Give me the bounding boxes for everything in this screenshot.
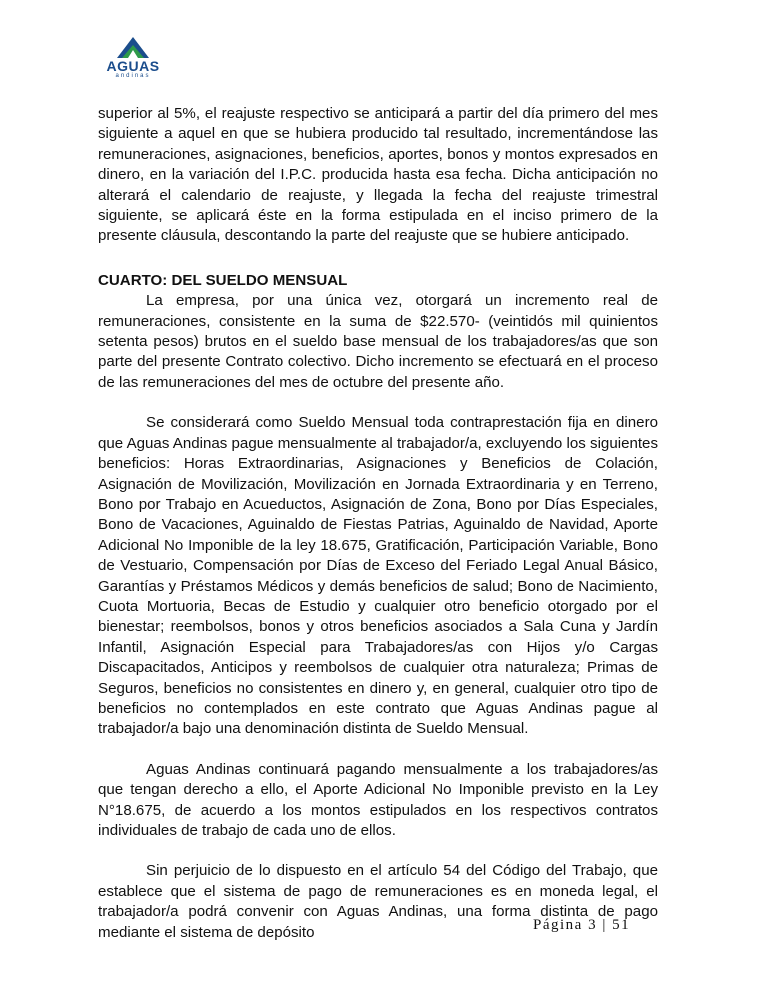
logo-wordmark: AGUAS [106, 58, 160, 74]
company-logo [98, 36, 168, 82]
section-heading: CUARTO: DEL SUELDO MENSUAL [98, 271, 348, 289]
paragraph-reajuste: superior al 5%, el reajuste respectivo se anticipará a partir del día primero del mes siguiente a aquel en que se hubiera producido tal resultado, incrementándose las remuneraciones, asignaciones, beneficios, aportes, bonos y montos expresados en dinero, en la variación del I.P.C. producida hasta esa fecha. Dicha anticipación no alterará el calendario de reajuste, y llegada la fecha del reajuste trimestral siguiente, se aplicará éste en la forma estipulada en el inciso primero de la presente cláusula, descontando la parte del reajuste que se hubiere anticipado. [98, 105, 658, 245]
document-body [98, 104, 658, 943]
logo-subtitle: andinas [115, 73, 151, 79]
paragraph-sueldo-mensual: Se considerará como Sueldo Mensual toda contraprestación fija en dinero que Aguas Andinas pague mensualmente al trabajador/a, excluyendo los siguientes beneficios: Horas Extraordinarias, Asignaciones y Beneficios de Colación, Asignación de Movilización, Movilización en Jornada Extraordinaria y en Terreno, Bono por Trabajo en Acueductos, Asignación de Zona, Bono por Días Especiales, Bono de Vacaciones, Aguinaldo de Fiestas Patrias, Aguinaldo de Navidad, Aporte Adicional No Imponible de la ley 18.675, Gratificación, Participación Variable, Bono de Vestuario, Compensación por Días de Exceso del Feriado Legal Anual Básico, Garantías y Préstamos Médicos y demás beneficios de salud; Bono de Nacimiento, Cuota Mortuoria, Becas de Estudio y cualquier otro beneficio otorgado por el bienestar; reembolsos, bonos y otros beneficios asociados a Sala Cuna y Jardín Infantil, Asignación Especial para Trabajadores/as con Hijos y/o Cargas Discapacitados, Anticipos y reembolsos de cualquier otra naturaleza; Primas de Seguros, beneficios no consistentes en dinero y, en general, cualquier otro tipo de beneficios no contemplados en este contrato que Aguas Andinas pague al trabajador/a bajo una denominación distinta de Sueldo Mensual. [98, 414, 658, 738]
paragraph-forma-pago: Sin perjuicio de lo dispuesto en el artículo 54 del Código del Trabajo, que establece que el sistema de pago de remuneraciones es en moneda legal, el trabajador/a podrá convenir con Aguas Andinas, una forma distinta de pago mediante el sistema de depósito [98, 862, 658, 941]
paragraph-incremento: La empresa, por una única vez, otorgará un incremento real de remuneraciones, consistente en la suma de $22.570- (veintidós mil quinientos setenta pesos) brutos en el sueldo base mensual de los trabajadores/as que son parte del presente Contrato colectivo. Dicho incremento se efectuará en el proceso de las remuneraciones del mes de octubre del presente año. [98, 292, 658, 391]
page-number: Página 3 | 51 [533, 917, 631, 933]
water-drop-icon [116, 36, 150, 58]
paragraph-aporte-adicional: Aguas Andinas continuará pagando mensualmente a los trabajadores/as que tengan derecho a ello, el Aporte Adicional No Imponible previsto en la Ley N°18.675, de acuerdo a los montos estipulados en los respectivos contratos individuales de trabajo de cada uno de ellos. [98, 760, 658, 839]
